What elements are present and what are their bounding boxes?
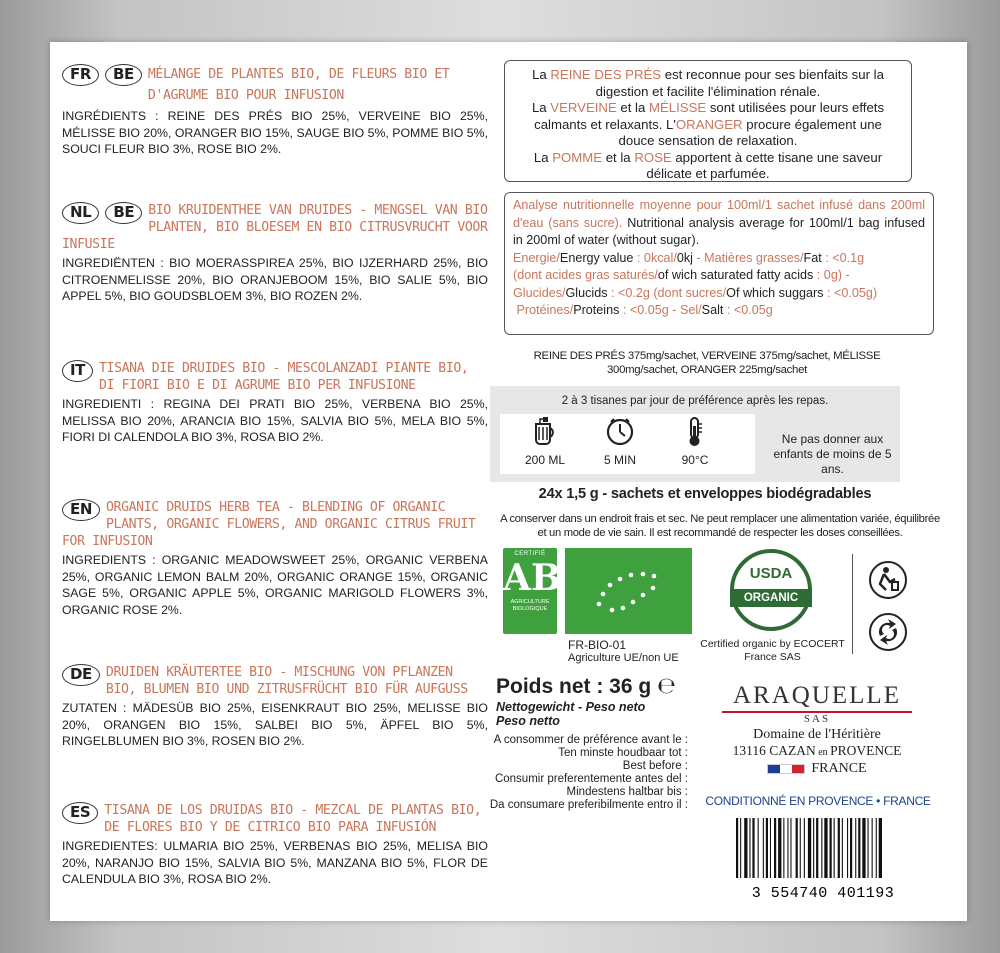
lang-badge-fr: FR <box>62 64 99 86</box>
brand-country: FRANCE <box>712 761 922 777</box>
brand-name: ARAQUELLE <box>733 682 901 709</box>
section-title: ORGANIC DRUIDS HERB TEA - BLENDING OF ORGANIC PLANTS, ORGANIC FLOWERS, AND ORGANIC CITRUS FRUIT FOR INFUSION <box>62 500 476 549</box>
ingredients-text: INGREDIENTI : REGINA DEI PRATI BIO 25%, VERBENA BIO 25%, MELISSA BIO 20%, ARANCIA BIO 15%, SALVIA BIO 5%, MELA BIO 5%, FIORI DI CALENDOLA BIO 3%, ROSA BIO 2%. <box>62 397 488 444</box>
nutrition-intro-en: Nutritional analysis average for 100ml/1 bag infused in 200ml of water (without sugar). <box>513 215 926 247</box>
barcode-bar <box>736 818 738 878</box>
benefit-digestion: La REINE DES PRÉS est reconnue pour ses bienfaits sur la digestion et facilite l'élimination rénale. <box>532 67 884 99</box>
recycling-icon <box>868 612 908 652</box>
ingredients-text: INGREDIENTS : ORGANIC MEADOWSWEET 25%, ORGANIC VERBENA 25%, ORGANIC LEMON BALM 20%, ORGANIC ORANGE 15%, ORGANIC SAGE 5%, ORGANIC APPLE 5%, ORGANIC MARIGOLD FLOWERS 3%, ORGANIC ROSE 2%. <box>62 553 488 617</box>
lang-badge-de: DE <box>62 664 100 686</box>
brand-sas: SAS <box>803 713 831 725</box>
brand-address-1: Domaine de l'Héritière <box>753 727 881 742</box>
barcode-bar <box>804 818 805 878</box>
section-title: DRUIDEN KRÄUTERTEE BIO - MISCHUNG VON PFLANZEN BIO, BLUMEN BIO UND ZITRUSFRÜCHT BIO FÜR AUFGUSS <box>105 665 468 697</box>
barcode-bar <box>740 818 741 878</box>
language-badges <box>62 499 100 521</box>
barcode-bar <box>813 818 814 878</box>
nutrition-carbs: Glucides/Glucids : <0.2g (dont sucres/Of which suggars : <0.05g) <box>513 285 878 300</box>
nutrition-energy: Energie/Energy value : 0kcal/0kj - Matières grasses/Fat : <0.1g <box>513 250 865 265</box>
weight-translations: Nettogewicht - Peso neto Peso netto <box>496 700 646 728</box>
ingredients-text: INGREDIËNTEN : BIO MOERASSPIREA 25%, BIO IJZERHARD 25%, BIO CITROENMELISSE 20%, BIO ORANJEBOOM 15%, BIO SALIE 5%, BIO APPEL 5%, BIO GOUDSBLOEM 3%, BIO ROZEN 2%. <box>62 256 488 303</box>
nutrition-box <box>504 192 934 335</box>
benefit-flavor: La POMME et la ROSE apportent à cette tisane une saveur délicate et parfumée. <box>533 149 883 181</box>
barcode-bar <box>787 818 788 878</box>
water-label: 200 ML <box>524 453 566 467</box>
ingredients-text: INGRÉDIENTS : REINE DES PRÉS BIO 25%, VERVEINE BIO 25%, MÉLISSE BIO 20%, ORANGER BIO 15%, SAUGE BIO 5%, POMME BIO 5%, SOUCI FLEUR BIO 3%, ROSE BIO 2%. <box>62 109 488 156</box>
barcode-bar <box>778 818 781 878</box>
nutrition-intro-fr: Analyse nutritionnelle moyenne pour 100ml/1 sachet infusé dans 200ml d'eau (sans sucre). <box>513 198 925 230</box>
ab-organic-logo: CERTIFIÉ AB AGRICULTURE BIOLOGIQUE <box>503 548 557 634</box>
lang-badge-it: IT <box>62 360 93 382</box>
section-title: TISANA DIE DRUIDES BIO - MESCOLANZADI PIANTE BIO, DI FIORI BIO E DI AGRUME BIO PER INFUSIONE <box>99 361 469 393</box>
eu-leaf-icon <box>565 548 692 634</box>
logo-divider <box>852 554 853 654</box>
language-badges <box>62 664 100 686</box>
barcode-bar <box>766 818 768 878</box>
barcode-bar <box>830 818 832 878</box>
barcode-bar <box>824 818 827 878</box>
tidyman-icon <box>868 560 908 600</box>
teapot-icon <box>528 416 562 448</box>
product-label <box>50 42 967 921</box>
storage-text: A conserver dans un endroit frais et sec. Ne peut remplacer une alimentation variée, équilibrée et un mode de vie sain. Il est recommandé de respecter les doses conseillées. <box>500 513 940 539</box>
section-it <box>62 360 488 446</box>
barcode-bar <box>796 818 798 878</box>
barcode-bar <box>770 818 771 878</box>
barcode-bar <box>855 818 856 878</box>
french-flag-icon <box>767 764 805 774</box>
barcode-bar <box>752 818 754 878</box>
barcode-bar <box>744 818 747 878</box>
barcode-bar <box>842 818 843 878</box>
language-badges <box>62 802 98 824</box>
barcode-bar <box>808 818 811 878</box>
barcode-bar <box>858 818 860 878</box>
clock-icon <box>603 416 637 448</box>
child-warning: Ne pas donner aux enfants de moins de 5 ans. <box>773 432 892 476</box>
estimated-sign: ℮ <box>657 674 676 699</box>
barcode-bar <box>783 818 784 878</box>
usda-caption: Certified organic by ECOCERT France SAS <box>700 638 845 663</box>
barcode-bar <box>821 818 822 878</box>
preparation-panel <box>490 386 900 482</box>
barcode-bar <box>774 818 776 878</box>
conditionne-text: CONDITIONNÉ EN PROVENCE • FRANCE <box>705 794 931 808</box>
ingredients-text: ZUTATEN : MÄDESÜB BIO 25%, EISENKRAUT BIO 25%, MELISSE BIO 20%, ORANGEN BIO 15%, SALBEI BIO 5%, ÄPFEL BIO 5%, RINGELBLUMEN BIO 3%, ROSEN BIO 2%. <box>62 701 488 748</box>
steep-time <box>580 416 660 467</box>
nutrition-protein: Protéines/Proteins : <0.05g - Sel/Salt : <0.05g <box>516 303 773 317</box>
best-before-date-area <box>488 814 692 905</box>
temperature-label: 90°C <box>681 453 709 467</box>
best-before-list: A consommer de préférence avant le : Ten minste houdbaar tot : Best before : Consumir preferentemente antes del : Mindestens haltbar bis : Da consumare preferibilmente entro il : <box>489 734 688 811</box>
brand-address-2: 13116 CAZAN en PROVENCE <box>732 743 902 758</box>
barcode-digits: 3 554740 401193 <box>751 885 895 902</box>
barcode-bar <box>862 818 865 878</box>
barcode-bar <box>872 818 873 878</box>
barcode-bar <box>868 818 869 878</box>
barcode-bar <box>876 818 877 878</box>
brand-block <box>712 682 922 777</box>
barcode-bar <box>838 818 840 878</box>
eu-code: FR-BIO-01 Agriculture UE/non UE <box>568 638 679 664</box>
language-badges <box>62 64 142 86</box>
barcode <box>728 814 918 906</box>
thermometer-icon <box>678 416 712 448</box>
dosage-text: REINE DES PRÉS 375mg/sachet, VERVEINE 375mg/sachet, MÉLISSE 300mg/sachet, ORANGER 225mg/sachet <box>533 350 881 376</box>
lang-badge-be: BE <box>105 64 142 86</box>
ingredients-text: INGREDIENTES: ULMARIA BIO 25%, VERBENAS BIO 25%, MELISA BIO 20%, NARANJO BIO 15%, SALVIA BIO 5%, MANZANA BIO 5%, FLOR DE CALENDULA BIO 3%, ROSA BIO 2%. <box>62 839 488 886</box>
barcode-bar <box>763 818 764 878</box>
barcode-bar <box>749 818 750 878</box>
benefit-calming: La VERVEINE et la MÉLISSE sont utilisées pour leurs effets calmants et relaxants. L'ORANGER procure également une douce sensation de relaxation. <box>531 100 885 148</box>
water-temperature <box>655 416 735 467</box>
sachets-info: 24x 1,5 g - sachets et enveloppes biodégradables <box>538 486 872 502</box>
nutrition-saturated: (dont acides gras saturés/of wich saturated fatty acids : 0g) - <box>513 268 850 282</box>
section-title: BIO KRUIDENTHEE VAN DRUIDES - MENGSEL VAN BIO PLANTEN, BIO BLOESEM EN BIO CITRUSVRUCHT VOOR INFUSIE <box>62 203 488 252</box>
benefits-box <box>504 60 912 182</box>
section-nl-be <box>62 202 488 305</box>
section-en <box>62 499 488 618</box>
language-badges <box>62 360 93 382</box>
barcode-bar <box>834 818 835 878</box>
section-title: MÉLANGE DE PLANTES BIO, DE FLEURS BIO ET D'AGRUME BIO POUR INFUSION <box>147 67 450 103</box>
lang-badge-en: EN <box>62 499 100 521</box>
lang-badge-nl: NL <box>62 202 99 224</box>
barcode-bars <box>728 814 918 880</box>
barcode-bar <box>790 818 791 878</box>
lang-badge-es: ES <box>62 802 98 824</box>
barcode-bar <box>800 818 801 878</box>
prep-header: 2 à 3 tisanes par jour de préférence après les repas. <box>561 395 829 407</box>
barcode-bar <box>850 818 852 878</box>
section-es <box>62 802 488 888</box>
time-label: 5 MIN <box>603 453 636 467</box>
section-de <box>62 664 488 750</box>
barcode-bar <box>758 818 759 878</box>
section-fr-be <box>62 64 488 158</box>
language-badges <box>62 202 142 224</box>
barcode-bar <box>816 818 818 878</box>
net-weight: Poids net : 36 g ℮ <box>496 674 676 699</box>
barcode-bar <box>847 818 848 878</box>
eu-organic-leaf-logo <box>565 548 692 634</box>
lang-badge-be: BE <box>105 202 142 224</box>
section-title: TISANA DE LOS DRUIDAS BIO - MEZCAL DE PLANTAS BIO, DE FLORES BIO Y DE CITRICO BIO PARA INFUSIÓN <box>104 803 482 835</box>
water-volume <box>500 416 590 467</box>
usda-organic-logo: USDA ORGANIC <box>730 549 812 631</box>
barcode-bar <box>879 818 882 878</box>
prep-icons-box <box>500 414 755 474</box>
